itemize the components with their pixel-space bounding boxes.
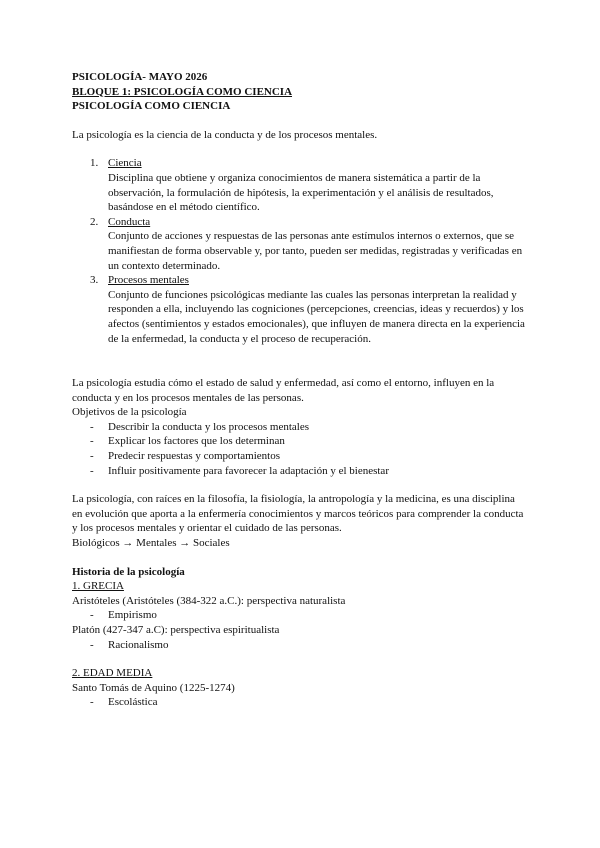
definition-item-procesos-mentales: [72, 273, 528, 346]
definition-term: Conducta: [108, 215, 151, 228]
objective-item: [72, 420, 528, 435]
history-entry-line: Platón (427-347 a.C): perspectiva espiritualista: [72, 624, 280, 636]
spacer: [72, 114, 528, 128]
objective-text: Explicar los factores que los determinan: [108, 435, 285, 448]
spacer: [72, 551, 528, 565]
document-title: PSICOLOGÍA- MAYO 2026: [72, 71, 208, 83]
dash-bullet: -: [90, 609, 94, 622]
study-paragraph: La psicología estudia cómo el estado de salud y enfermedad, así como el entorno, influyen en la conducta y en los procesos mentales de las personas.: [72, 377, 495, 404]
history-bullet-item: [72, 695, 528, 710]
history-bullet-text: Escolástica: [108, 696, 158, 709]
dash-bullet: -: [90, 638, 94, 651]
document-page: [72, 70, 528, 710]
history-title: Historia de la psicología: [72, 565, 185, 578]
section-heading: PSICOLOGÍA COMO CIENCIA: [72, 100, 231, 113]
dash-bullet: -: [90, 420, 94, 433]
flow-line: Biológicos → Mentales → Sociales: [72, 537, 230, 550]
history-entry-line: Santo Tomás de Aquino (1225-1274): [72, 681, 235, 694]
spacer: [72, 478, 528, 492]
objective-text: Predecir respuestas y comportamientos: [108, 450, 280, 463]
definitions-list: [72, 156, 528, 346]
definition-term: Procesos mentales: [108, 274, 189, 287]
objective-item: [72, 449, 528, 464]
spacer: [72, 142, 528, 156]
spacer: [72, 652, 528, 666]
objectives-list: [72, 420, 528, 478]
definition-item-conducta: [72, 215, 528, 273]
definition-text: Disciplina que obtiene y organiza conocimientos de manera sistemática a partir de la observación, la formulación de hipótesis, la experimentación y el análisis de resultados, basándose en el método científico.: [108, 171, 494, 214]
history-bullet-text: Empirismo: [108, 609, 157, 622]
spacer: [72, 346, 528, 376]
history-bullet-text: Racionalismo: [108, 638, 169, 651]
intro-paragraph: La psicología es la ciencia de la conducta y de los procesos mentales.: [72, 128, 378, 141]
definition-term: Ciencia: [108, 157, 142, 170]
dash-bullet: -: [90, 696, 94, 709]
history-section-heading-grecia: 1. GRECIA: [72, 580, 124, 593]
objective-text: Describir la conducta y los procesos mentales: [108, 420, 309, 433]
dash-bullet: -: [90, 435, 94, 448]
dash-bullet: -: [90, 450, 94, 463]
definition-number: 1.: [90, 157, 99, 170]
history-section-heading-edad-media: 2. EDAD MEDIA: [72, 667, 153, 680]
objectives-title: Objetivos de la psicología: [72, 406, 187, 419]
dash-bullet: -: [90, 464, 94, 477]
roots-paragraph: La psicología, con raíces en la filosofía, la fisiología, la antropología y la medicina, es una disciplina en evolución que aporta a la enfermería conocimientos y marcos teóricos para comprender la conducta y los procesos mentales y orientar el cuidado de las personas.: [72, 493, 524, 535]
history-entry-line: Aristóteles (Aristóteles (384-322 a.C.): perspectiva naturalista: [72, 594, 346, 607]
definition-number: 3.: [90, 274, 99, 287]
definition-text: Conjunto de acciones y respuestas de las personas ante estímulos internos o externos, que se manifiestan de forma observable y, por tanto, pueden ser medidas, registradas y verificadas en un contexto determinado.: [108, 230, 523, 272]
objective-item: [72, 434, 528, 449]
definition-number: 2.: [90, 215, 99, 228]
objective-item: [72, 464, 528, 479]
objective-text: Influir positivamente para favorecer la adaptación y el bienestar: [108, 464, 389, 477]
definition-item-ciencia: [72, 156, 528, 214]
block-heading: BLOQUE 1: PSICOLOGÍA COMO CIENCIA: [72, 85, 293, 98]
history-bullet-item: [72, 638, 528, 653]
definition-text: Conjunto de funciones psicológicas mediante las cuales las personas interpretan la realidad y responden a ella, incluyendo las cogniciones (percepciones, creencias, ideas y recuerdos) y los afectos (sentimientos y estados emocionales), que influyen de manera directa en la experiencia de la enfermedad, la conducta y el proceso de recuperación.: [108, 288, 525, 345]
history-bullet-item: [72, 608, 528, 623]
